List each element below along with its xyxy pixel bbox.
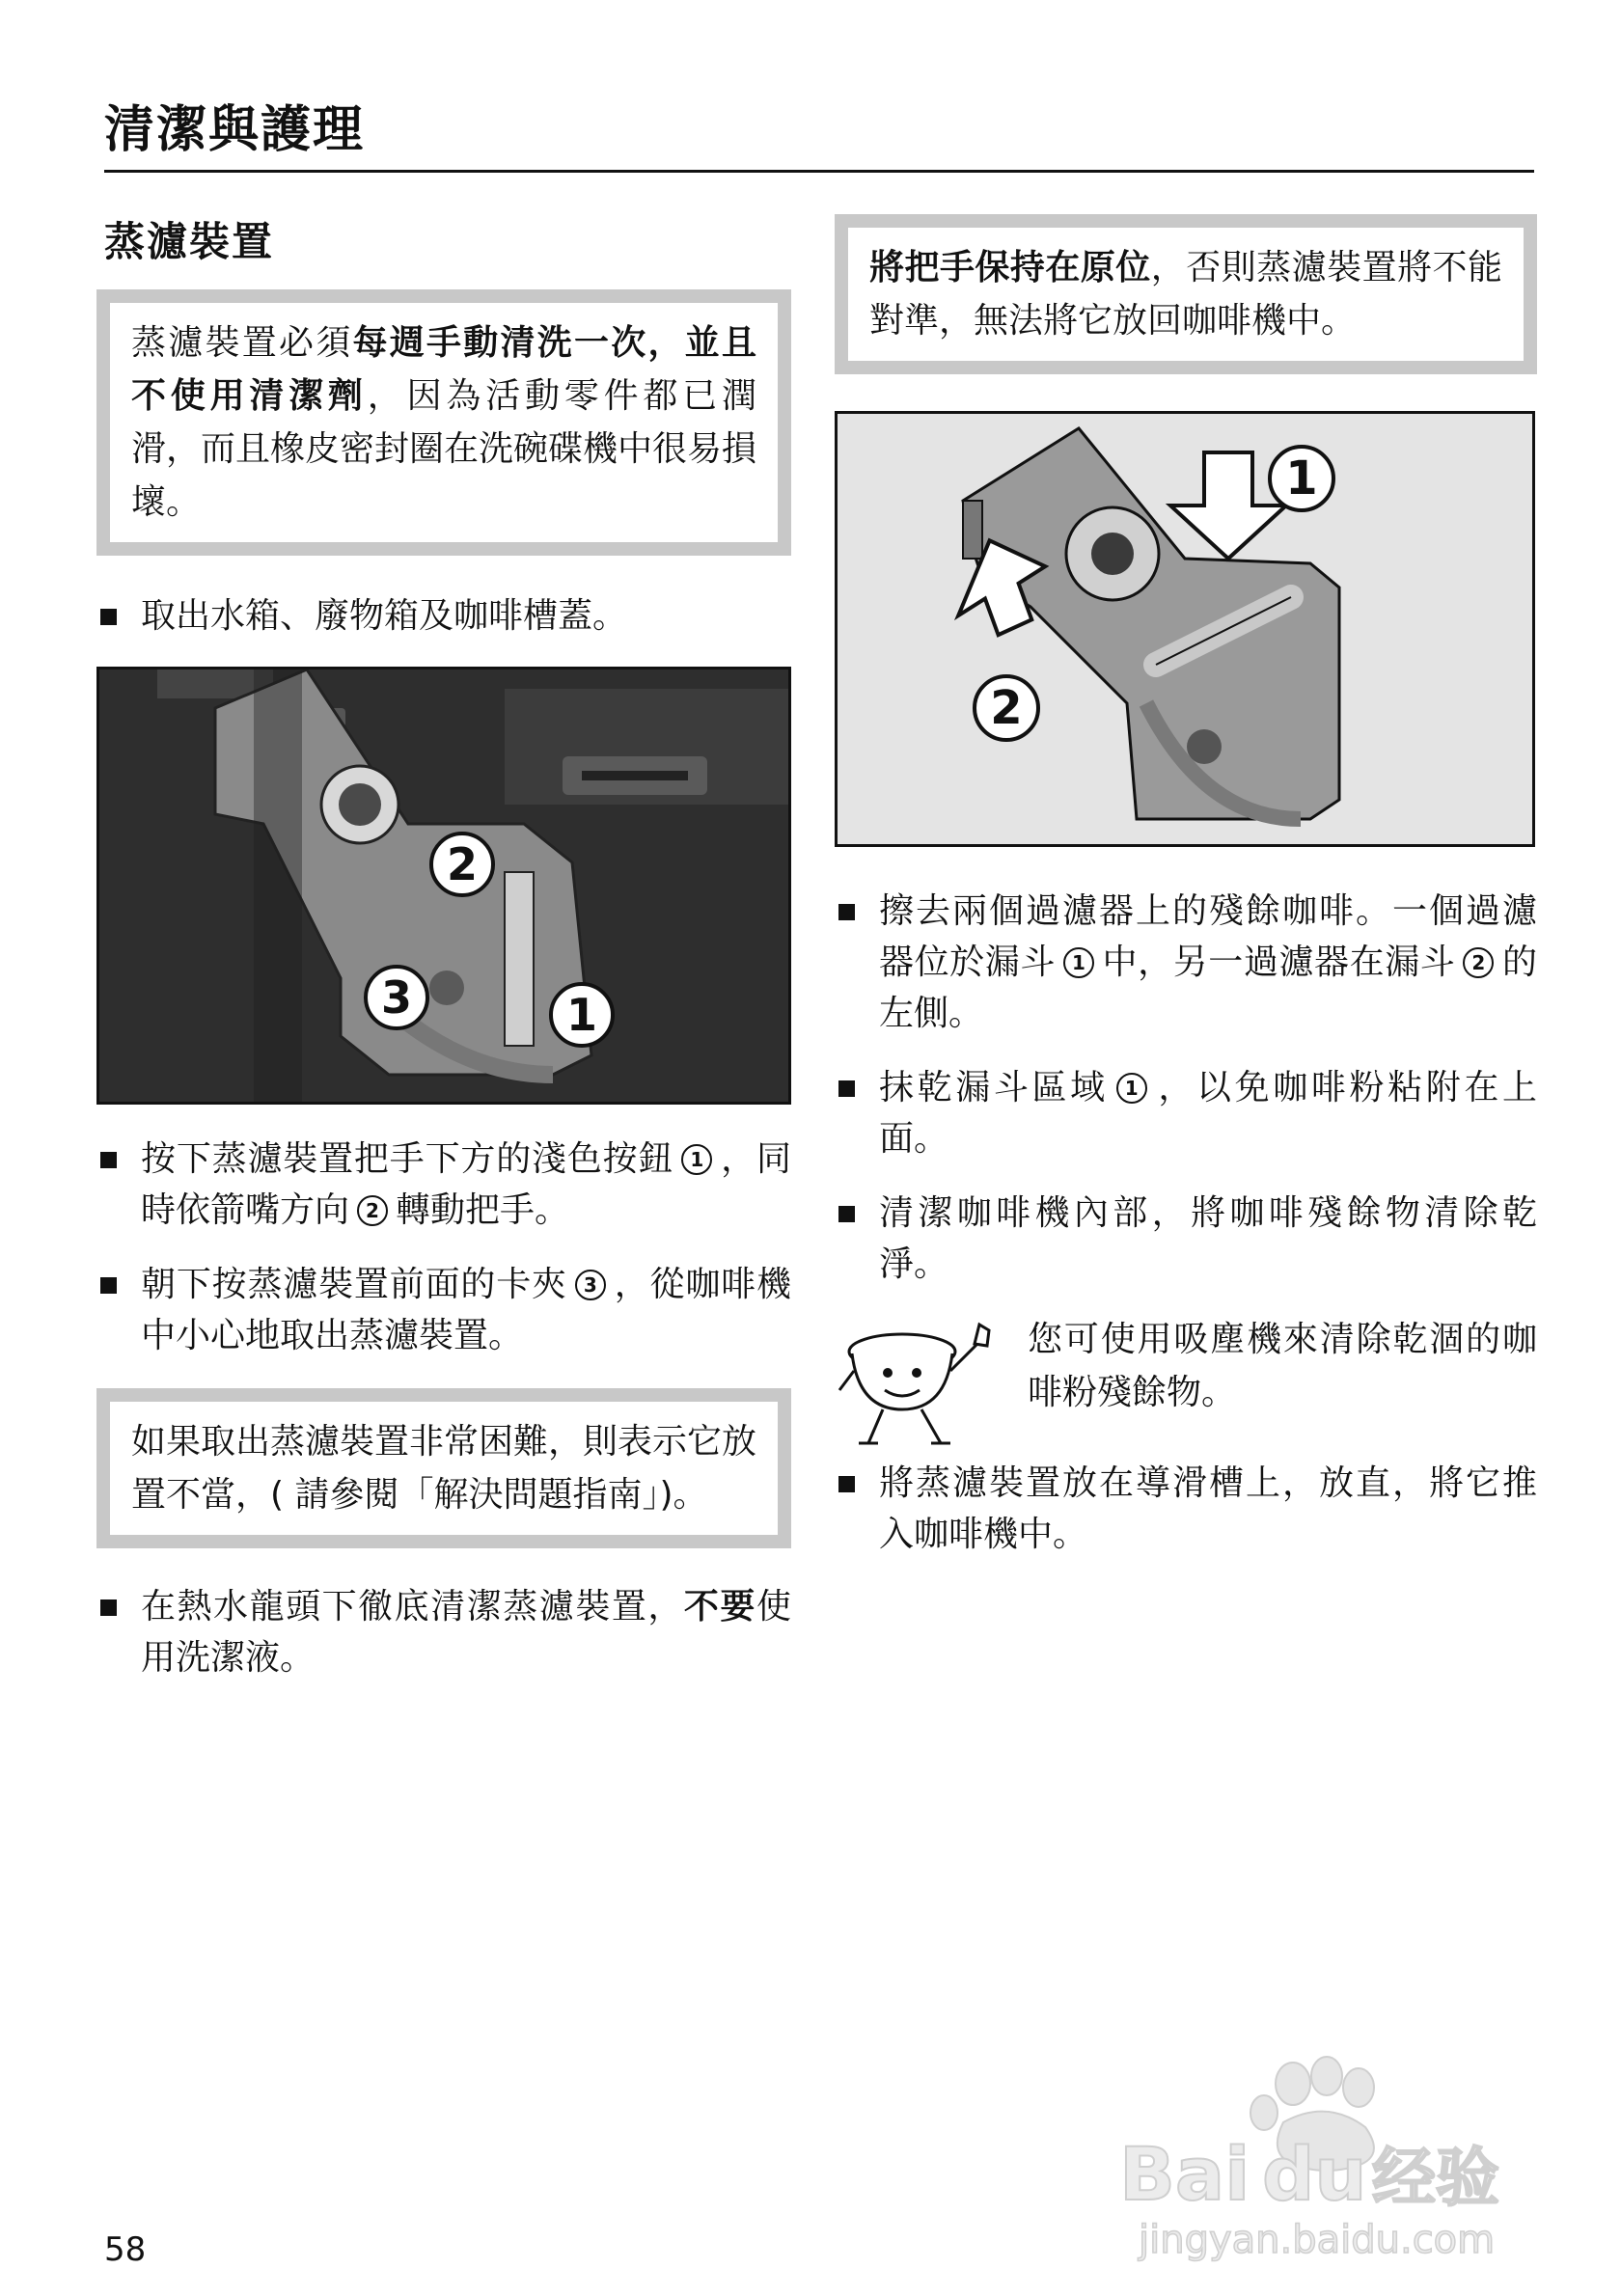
tip-text: 您可使用吸塵機來清除乾涸的咖啡粉殘餘物。 — [1028, 1320, 1537, 1412]
step-press-clip — [96, 1259, 791, 1361]
brew-unit-photo — [96, 667, 791, 1105]
step-text: 轉動把手。 — [396, 1190, 570, 1230]
step-text: 朝下按蒸濾裝置前面的卡夾 — [141, 1265, 567, 1304]
step-reinsert — [835, 1458, 1537, 1560]
note-bold-text: 每週手動清洗一次，並且不使用清潔劑 — [131, 323, 756, 416]
step-text: 清潔咖啡機內部，將咖啡殘餘物清除乾淨。 — [879, 1193, 1537, 1284]
callout-ref-2: 2 — [1463, 947, 1494, 978]
callout-ref-2: 2 — [357, 1195, 388, 1226]
callout-ref-1: 1 — [1116, 1073, 1147, 1104]
note-text: 如果取出蒸濾裝置非常困難，則表示它放置不當，( 請參閱「解決問題指南」)。 — [131, 1422, 757, 1515]
step-rinse — [96, 1581, 791, 1683]
note-text: ，否則蒸濾裝置將不能對準，無法將它放回咖啡機中。 — [869, 248, 1502, 341]
callout-1: 1 — [1268, 445, 1335, 512]
step-text: 使用洗潔液。 — [141, 1587, 791, 1678]
bullet-square-icon — [100, 1152, 117, 1168]
tip-block — [835, 1313, 1537, 1448]
page-title: 清潔與護理 — [104, 101, 366, 159]
bullet-square-icon — [838, 1080, 855, 1097]
watermark-brand-cn: 经验 — [1372, 2141, 1499, 2215]
watermark-url: jingyan.baidu.com — [1139, 2218, 1496, 2262]
step-text: 取出水箱、廢物箱及咖啡槽蓋。 — [141, 596, 628, 636]
bullet-square-icon — [100, 1277, 117, 1294]
step-text: ，同時依箭嘴方向 — [141, 1139, 791, 1230]
bullet-square-icon — [838, 1476, 855, 1492]
step-dry-funnel — [835, 1062, 1537, 1164]
bullet-square-icon — [838, 904, 855, 920]
callout-1: 1 — [549, 982, 615, 1048]
weekly-cleaning-note — [96, 289, 791, 556]
title-divider — [104, 170, 1534, 173]
left-column — [96, 203, 791, 1683]
bullet-square-icon — [838, 1206, 855, 1222]
callout-3: 3 — [364, 965, 429, 1030]
callout-2: 2 — [973, 674, 1040, 742]
brew-unit-line-drawing — [838, 414, 1532, 844]
bullet-square-icon — [100, 1599, 117, 1616]
removal-difficulty-note — [96, 1388, 791, 1548]
step-text: 在熱水龍頭下徹底清潔蒸濾裝置， — [141, 1587, 684, 1626]
step-text: 擦去兩個過濾器上的殘餘咖啡。一個過濾器位於漏斗 — [879, 891, 1537, 982]
step-wipe-filters — [835, 886, 1537, 1039]
note-text: 蒸濾裝置必須 — [131, 323, 353, 363]
step-text: 中，另一過濾器在漏斗 — [1101, 943, 1456, 982]
step-text: 按下蒸濾裝置把手下方的淺色按鈕 — [141, 1139, 674, 1179]
step-text: ，從咖啡機中小心地取出蒸濾裝置。 — [141, 1265, 791, 1355]
section-title: 蒸濾裝置 — [104, 218, 275, 265]
baidu-paw-logo-icon — [1119, 2055, 1534, 2267]
mascot-thumbs-up-icon — [835, 1313, 999, 1448]
baidu-watermark — [1119, 2055, 1534, 2267]
step-text: 抹乾漏斗區域 — [879, 1068, 1109, 1107]
step-clean-interior — [835, 1188, 1537, 1290]
note-bold-text: 將把手保持在原位 — [869, 248, 1151, 287]
callout-2: 2 — [429, 832, 495, 897]
note-text: ，因為活動零件都已潤滑，而且橡皮密封圈在洗碗碟機中很易損壞。 — [131, 376, 757, 522]
callout-ref-3: 3 — [575, 1270, 606, 1300]
callout-ref-1: 1 — [681, 1144, 712, 1175]
callout-ref-1: 1 — [1063, 947, 1094, 978]
watermark-brand2: du — [1262, 2131, 1367, 2217]
bullet-square-icon — [100, 609, 117, 625]
watermark-brand: Bai — [1119, 2131, 1250, 2217]
right-column — [835, 214, 1537, 1560]
step-text: 將蒸濾裝置放在導滑槽上，放直，將它推入咖啡機中。 — [879, 1463, 1537, 1554]
keep-handle-note — [835, 214, 1537, 374]
brew-unit-drawing — [835, 411, 1535, 847]
step-press-button — [96, 1134, 791, 1236]
step-text: 的左側。 — [879, 943, 1537, 1033]
page-number: 58 — [104, 2230, 147, 2269]
step-bold-text: 不要 — [683, 1587, 756, 1626]
step-text: ，以免咖啡粉粘附在上面。 — [879, 1068, 1537, 1159]
step-remove-containers — [96, 590, 791, 642]
